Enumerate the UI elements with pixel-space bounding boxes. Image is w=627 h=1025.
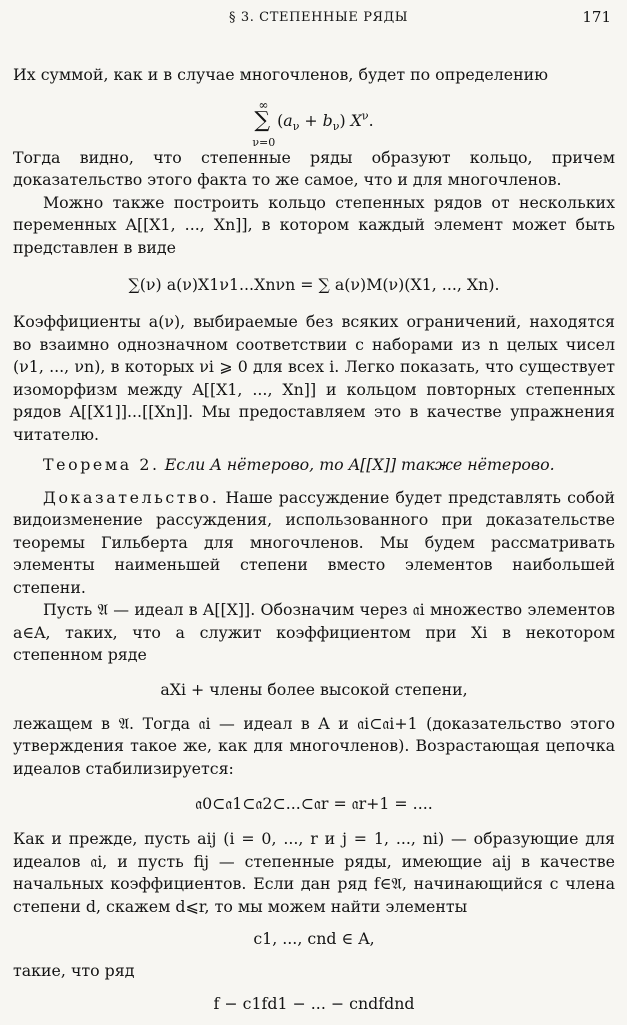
page-number: 171 <box>582 8 611 26</box>
page-body <box>13 64 615 1025</box>
running-header <box>0 10 627 30</box>
paragraph: такие, что ряд <box>13 961 135 980</box>
equation-leading-term: aXi + члены более высокой степени, <box>160 679 468 699</box>
equation-coefficients: c1, ..., cnd ∈ A, <box>253 929 375 948</box>
paragraph: Коэффициенты a(ν), выбираемые без всяких ограничений, находятся во взаимно однозначном соответствии с наборами из n целых чисел (ν1, ..., νn), в которых νi ⩾ 0 для всех i. Легко показать, что существует изоморфизм между A[[X1, ..., Xn]] и кольцом повторных степенных рядов A[[X1]]...[[Xn]]. Мы предоставляем это в качестве упражнения читателю. <box>13 312 615 444</box>
equation-sum-series <box>13 93 615 150</box>
proof-text: Наше рассуждение будет представлять собой видоизменение рассуждения, использованного при доказательстве теоремы Гильберта для многочленов. Мы будем рассматривать элементы наименьшей степени вместо элементов наибольшей степени. <box>13 487 616 597</box>
equation-multivariate-series: ∑(ν) a(ν)X1ν1...Xnνn = ∑ a(ν)M(ν)(X1, ..., Xn). <box>128 275 500 294</box>
theorem <box>13 454 615 477</box>
paragraph: лежащем в 𝔄. Тогда 𝔞i — идеал в A и 𝔞i⊂𝔞i+1 (доказательство этого утверждения такое же, как для многочленов). Возрастающая цепочка идеалов стабилизируется: <box>13 713 615 778</box>
theorem-label: Теорема 2. <box>43 455 160 474</box>
proof-label: Доказательство. <box>43 487 220 507</box>
proof-paragraph <box>13 487 615 600</box>
sum-sign: ∑ ∞ ν=0 <box>252 98 276 150</box>
paragraph: Их суммой, как и в случае многочленов, будет по определению <box>13 65 548 84</box>
theorem-statement: Если A нётерово, то A[[X]] также нётерово. <box>164 455 555 474</box>
header-title: § 3. СТЕПЕННЫЕ РЯДЫ <box>229 10 409 25</box>
paragraph: Тогда видно, что степенные ряды образуют кольцо, причем доказательство этого факта то же самое, что и для многочленов. <box>13 147 615 189</box>
equation-reduced-series: f − c1fd1 − ... − cndfdnd <box>213 993 415 1013</box>
paragraph: Можно также построить кольцо степенных рядов от нескольких переменных A[[X1, ..., Xn]], в котором каждый элемент может быть представлен в виде <box>13 192 615 257</box>
paragraph: Пусть 𝔄 — идеал в A[[X]]. Обозначим через 𝔞i множество элементов a∈A, таких, что a служит коэффициентом при Xi в некотором степенном ряде <box>13 600 615 664</box>
paragraph: Как и прежде, пусть aij (i = 0, ..., r и j = 1, ..., ni) — образующие для идеалов 𝔞i, и пусть fij — степенные ряды, имеющие aij в качестве начальных коэффициентов. Если дан ряд f∈𝔄, начинающийся с члена степени d, скажем d⩽r, то мы можем найти элементы <box>13 829 615 916</box>
equation-ideal-chain: 𝔞0⊂𝔞1⊂𝔞2⊂...⊂𝔞r = 𝔞r+1 = .... <box>195 794 433 813</box>
equation-body: $(a_\nu + b_\nu)$ $X^\nu$. <box>277 109 374 133</box>
